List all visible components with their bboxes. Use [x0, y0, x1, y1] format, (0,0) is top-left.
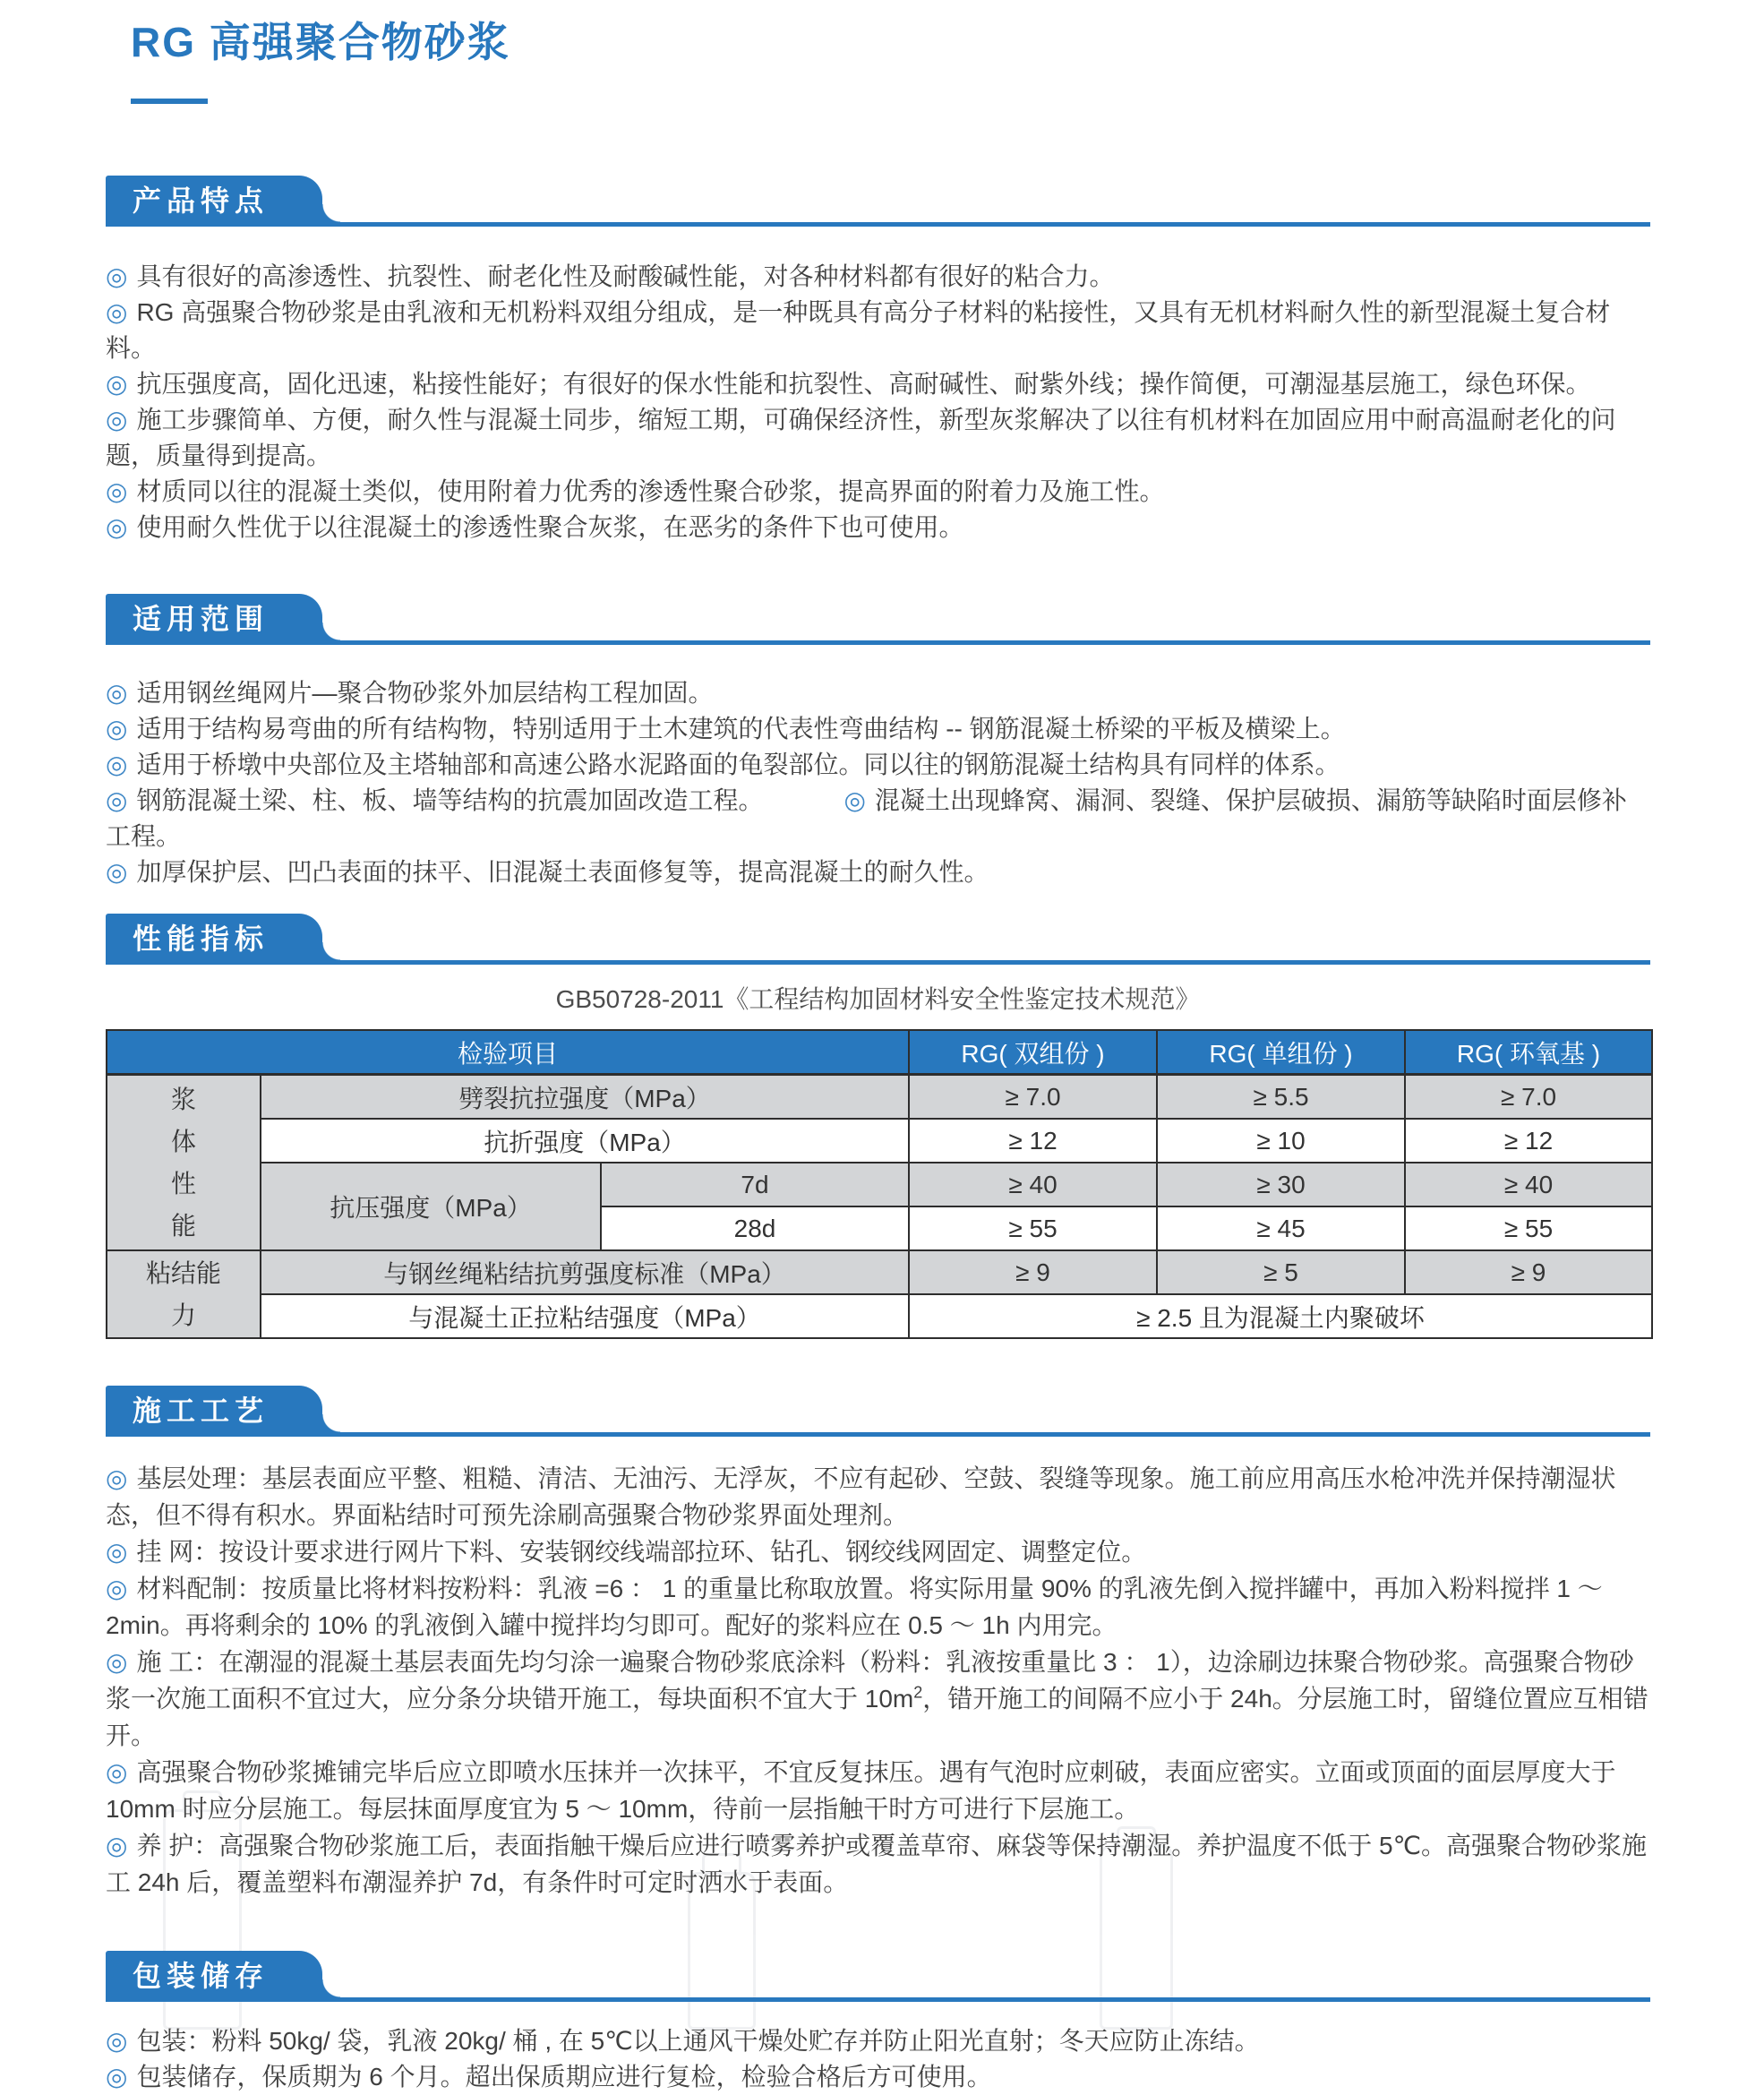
- section-process: [106, 1386, 1650, 1901]
- table-cell: ≥ 10: [1157, 1119, 1405, 1163]
- table-cell: ≥ 7.0: [909, 1075, 1157, 1120]
- table-cell: 7d: [601, 1163, 909, 1206]
- bullet-item-dual: [106, 783, 1650, 854]
- bullet-item: [106, 1754, 1650, 1827]
- bullet-text: 高强聚合物砂浆摊铺完毕后应立即喷水压抹并一次抹平，不宜反复抹压。遇有气泡时应刺破，表面应密实。立面或顶面的面层厚度大于 10mm 时应分层施工。每层抹面厚度宜为 5 ～ 10mm，待前一层指触干时方可进行下层施工。: [106, 1758, 1616, 1823]
- page: [0, 16, 1764, 2095]
- bullet-marker-icon: ◎: [106, 1538, 128, 1566]
- section-packaging-header: [106, 1951, 1650, 2002]
- packaging-list: [106, 2023, 1650, 2095]
- section-rule: [106, 1432, 1650, 1437]
- row-group-label: 粘结能力: [145, 1259, 221, 1329]
- table-cell: ≥ 40: [909, 1163, 1157, 1206]
- bullet-text: 混凝土出现蜂窝、漏洞、裂缝、保护层破损、漏筋等缺陷时面层修补工程。: [106, 786, 1627, 850]
- bullet-item: [106, 402, 1650, 474]
- features-list: [106, 259, 1650, 545]
- bullet-item: [106, 295, 1650, 366]
- section-rule: [106, 960, 1650, 965]
- section-rule: [106, 222, 1650, 227]
- bullet-text: 挂 网：按设计要求进行网片下料、安装钢绞线端部拉环、钻孔、钢绞线网固定、调整定位。: [136, 1538, 1147, 1566]
- section-features-badge: [106, 176, 322, 222]
- bullet-item: [106, 1533, 1650, 1570]
- section-packaging: [106, 1951, 1650, 2095]
- table-cell: 劈裂抗拉强度（MPa）: [261, 1075, 909, 1120]
- bullet-text: 具有很好的高渗透性、抗裂性、耐老化性及耐酸碱性能，对各种材料都有很好的粘合力。: [136, 262, 1115, 290]
- table-cell: ≥ 55: [909, 1206, 1157, 1250]
- bullet-text: 材料配制：按质量比将材料按粉料：乳液 =6 ： 1 的重量比称取放置。将实际用量 90% 的乳液先倒入搅拌罐中，再加入粉料搅拌 1 ～ 2min。再将剩余的 10% 的乳液倒入罐中搅拌均匀即可。配好的浆料应在 0.5 ～ 1h 内用完。: [106, 1575, 1603, 1639]
- table-cell: ≥ 30: [1157, 1163, 1405, 1206]
- bullet-marker-icon: ◎: [106, 370, 128, 398]
- performance-table: [106, 1029, 1653, 1339]
- bullet-item: [106, 1460, 1650, 1533]
- bullet-marker-icon: ◎: [106, 786, 128, 814]
- page-title: RG 高强聚合物砂浆: [131, 19, 510, 65]
- superscript: 2: [913, 1683, 923, 1702]
- bullet-text: 适用于结构易弯曲的所有结构物，特别适用于土木建筑的代表性弯曲结构 -- 钢筋混凝土桥梁的平板及横梁上。: [136, 715, 1346, 743]
- bullet-text: 施 工：在潮湿的混凝土基层表面先均匀涂一遍聚合物砂浆底涂料（粉料：乳液按重量比 3 ： 1），边涂刷边抹聚合物砂浆。高强聚合物砂浆一次施工面积不宜过大，应分条分块错开施工，每块面积不宜大于 10m: [106, 1648, 1634, 1713]
- row-group-cell: [107, 1075, 261, 1251]
- table-cell: ≥ 9: [1405, 1250, 1652, 1294]
- process-list: [106, 1460, 1650, 1901]
- section-features: [106, 176, 1650, 545]
- section-performance: [106, 914, 1650, 1339]
- bullet-text: 加厚保护层、凹凸表面的抹平、旧混凝土表面修复等，提高混凝土的耐久性。: [136, 858, 989, 886]
- bullet-item: [106, 2059, 1650, 2095]
- table-cell: ≥ 5: [1157, 1250, 1405, 1294]
- standard-reference: GB50728-2011《工程结构加固材料安全性鉴定技术规范》: [555, 985, 1201, 1013]
- table-row: [107, 1163, 1652, 1206]
- table-row: [107, 1294, 1652, 1338]
- bullet-item: [106, 510, 1650, 545]
- table-cell: ≥ 45: [1157, 1206, 1405, 1250]
- bullet-marker-icon: ◎: [106, 2063, 128, 2091]
- bullet-text: 材质同以往的混凝土类似，使用附着力优秀的渗透性聚合砂浆，提高界面的附着力及施工性。: [136, 477, 1165, 505]
- table-cell: ≥ 7.0: [1405, 1075, 1652, 1120]
- bullet-marker-icon: ◎: [106, 1575, 128, 1602]
- bullet-text: 包装储存，保质期为 6 个月。超出保质期应进行复检，检验合格后方可使用。: [136, 2063, 992, 2091]
- table-cell: 与钢丝绳粘结抗剪强度标准（MPa）: [261, 1250, 909, 1294]
- table-cell: ≥ 2.5 且为混凝土内聚破坏: [909, 1294, 1652, 1338]
- bullet-marker-icon: ◎: [106, 2027, 128, 2055]
- row-group-label: 浆体性能: [170, 1086, 196, 1240]
- table-cell: ≥ 40: [1405, 1163, 1652, 1206]
- bullet-marker-icon: ◎: [106, 1758, 128, 1786]
- bullet-marker-icon: ◎: [106, 715, 128, 743]
- bullet-item: [106, 474, 1650, 510]
- title-underline: [131, 99, 208, 104]
- bullet-item: [106, 1570, 1650, 1644]
- bullet-marker-icon: ◎: [106, 1464, 128, 1492]
- table-cell: ≥ 12: [909, 1119, 1157, 1163]
- bullet-item: [106, 711, 1650, 747]
- bullet-text: 钢筋混凝土梁、柱、板、墙等结构的抗震加固改造工程。: [136, 786, 764, 814]
- bullet-text: 适用钢丝绳网片—聚合物砂浆外加层结构工程加固。: [136, 679, 714, 707]
- table-header-cell: 检验项目: [107, 1030, 909, 1075]
- bullet-marker-icon: ◎: [106, 477, 128, 505]
- section-rule: [106, 640, 1650, 645]
- section-title: 适用范围: [133, 603, 270, 635]
- bullet-text: 基层处理：基层表面应平整、粗糙、清洁、无油污、无浮灰，不应有起砂、空鼓、裂缝等现象。施工前应用高压水枪冲洗并保持潮湿状态，但不得有积水。界面粘结时可预先涂刷高强聚合物砂浆界面处理剂。: [106, 1464, 1616, 1529]
- bullet-marker-icon: ◎: [106, 262, 128, 290]
- section-packaging-badge: [106, 1951, 322, 1997]
- bullet-marker-icon: ◎: [106, 513, 128, 541]
- table-row: [107, 1075, 1652, 1120]
- bullet-item: [106, 366, 1650, 402]
- section-title: 施工工艺: [133, 1395, 270, 1427]
- section-title: 包装储存: [133, 1960, 270, 1992]
- bullet-marker-icon: ◎: [106, 679, 128, 707]
- table-row: [107, 1250, 1652, 1294]
- bullet-text: 适用于桥墩中央部位及主塔轴部和高速公路水泥路面的龟裂部位。同以往的钢筋混凝土结构具有同样的体系。: [136, 751, 1340, 778]
- bullet-item: [106, 675, 1650, 711]
- bullet-item: [106, 2023, 1650, 2059]
- section-rule: [106, 1997, 1650, 2002]
- bullet-text: 养 护：高强聚合物砂浆施工后，表面指触干燥后应进行喷雾养护或覆盖草帘、麻袋等保持潮湿。养护温度不低于 5℃。高强聚合物砂浆施工 24h 后，覆盖塑料布潮湿养护 7d，有条件时可定时洒水于表面。: [106, 1832, 1648, 1896]
- bullet-marker-icon: ◎: [106, 298, 128, 326]
- table-header-cell: RG( 双组份 ): [909, 1030, 1157, 1075]
- table-cell: 与混凝土正拉粘结强度（MPa）: [261, 1294, 909, 1338]
- table-cell: ≥ 9: [909, 1250, 1157, 1294]
- section-process-badge: [106, 1386, 322, 1432]
- bullet-item: [106, 259, 1650, 295]
- row-group-cell: [107, 1250, 261, 1338]
- table-header-cell: RG( 环氧基 ): [1405, 1030, 1652, 1075]
- table-cell: ≥ 5.5: [1157, 1075, 1405, 1120]
- section-scope-header: [106, 594, 1650, 645]
- bullet-marker-icon: ◎: [106, 751, 128, 778]
- section-features-header: [106, 176, 1650, 227]
- section-title: 性能指标: [133, 923, 270, 955]
- bullet-text: 抗压强度高，固化迅速，粘接性能好；有很好的保水性能和抗裂性、高耐碱性、耐紫外线；操作简便，可潮湿基层施工，绿色环保。: [136, 370, 1591, 398]
- bullet-text: RG 高强聚合物砂浆是由乳液和无机粉料双组分组成，是一种既具有高分子材料的粘接性，又具有无机材料耐久性的新型混凝土复合材料。: [106, 298, 1611, 362]
- bullet-text: 施工步骤简单、方便，耐久性与混凝土同步，缩短工期，可确保经济性，新型灰浆解决了以往有机材料在加固应用中耐高温耐老化的问题，质量得到提高。: [106, 406, 1616, 469]
- section-performance-header: [106, 914, 1650, 965]
- bullet-item: [106, 1827, 1650, 1901]
- bullet-item: [106, 1644, 1650, 1754]
- section-performance-badge: [106, 914, 322, 960]
- section-title: 产品特点: [133, 185, 270, 217]
- bullet-item: [106, 747, 1650, 783]
- bullet-text: ，错开施工的间隔不应小于 24h。分层施工时，留缝位置应互相错开。: [106, 1685, 1648, 1749]
- table-header-cell: RG( 单组份 ): [1157, 1030, 1405, 1075]
- table-row: [107, 1119, 1652, 1163]
- bullet-marker-icon: ◎: [106, 1648, 128, 1676]
- bullet-text: 使用耐久性优于以往混凝土的渗透性聚合灰浆，在恶劣的条件下也可使用。: [136, 513, 964, 541]
- bullet-text: 包装：粉料 50kg/ 袋，乳液 20kg/ 桶 , 在 5℃以上通风干燥处贮存并防止阳光直射；冬天应防止冻结。: [136, 2027, 1260, 2055]
- section-process-header: [106, 1386, 1650, 1437]
- bullet-marker-icon: ◎: [106, 406, 128, 434]
- section-scope-badge: [106, 594, 322, 640]
- bullet-item: [106, 854, 1650, 890]
- table-cell: 抗压强度（MPa）: [261, 1163, 601, 1250]
- bullet-marker-icon: ◎: [843, 786, 866, 814]
- table-cell: ≥ 55: [1405, 1206, 1652, 1250]
- scope-list: [106, 675, 1650, 890]
- table-cell: 28d: [601, 1206, 909, 1250]
- table-header-row: [107, 1030, 1652, 1075]
- table-cell: 抗折强度（MPa）: [261, 1119, 909, 1163]
- bullet-marker-icon: ◎: [106, 1832, 128, 1859]
- bullet-marker-icon: ◎: [106, 858, 128, 886]
- table-cell: ≥ 12: [1405, 1119, 1652, 1163]
- section-scope: [106, 594, 1650, 890]
